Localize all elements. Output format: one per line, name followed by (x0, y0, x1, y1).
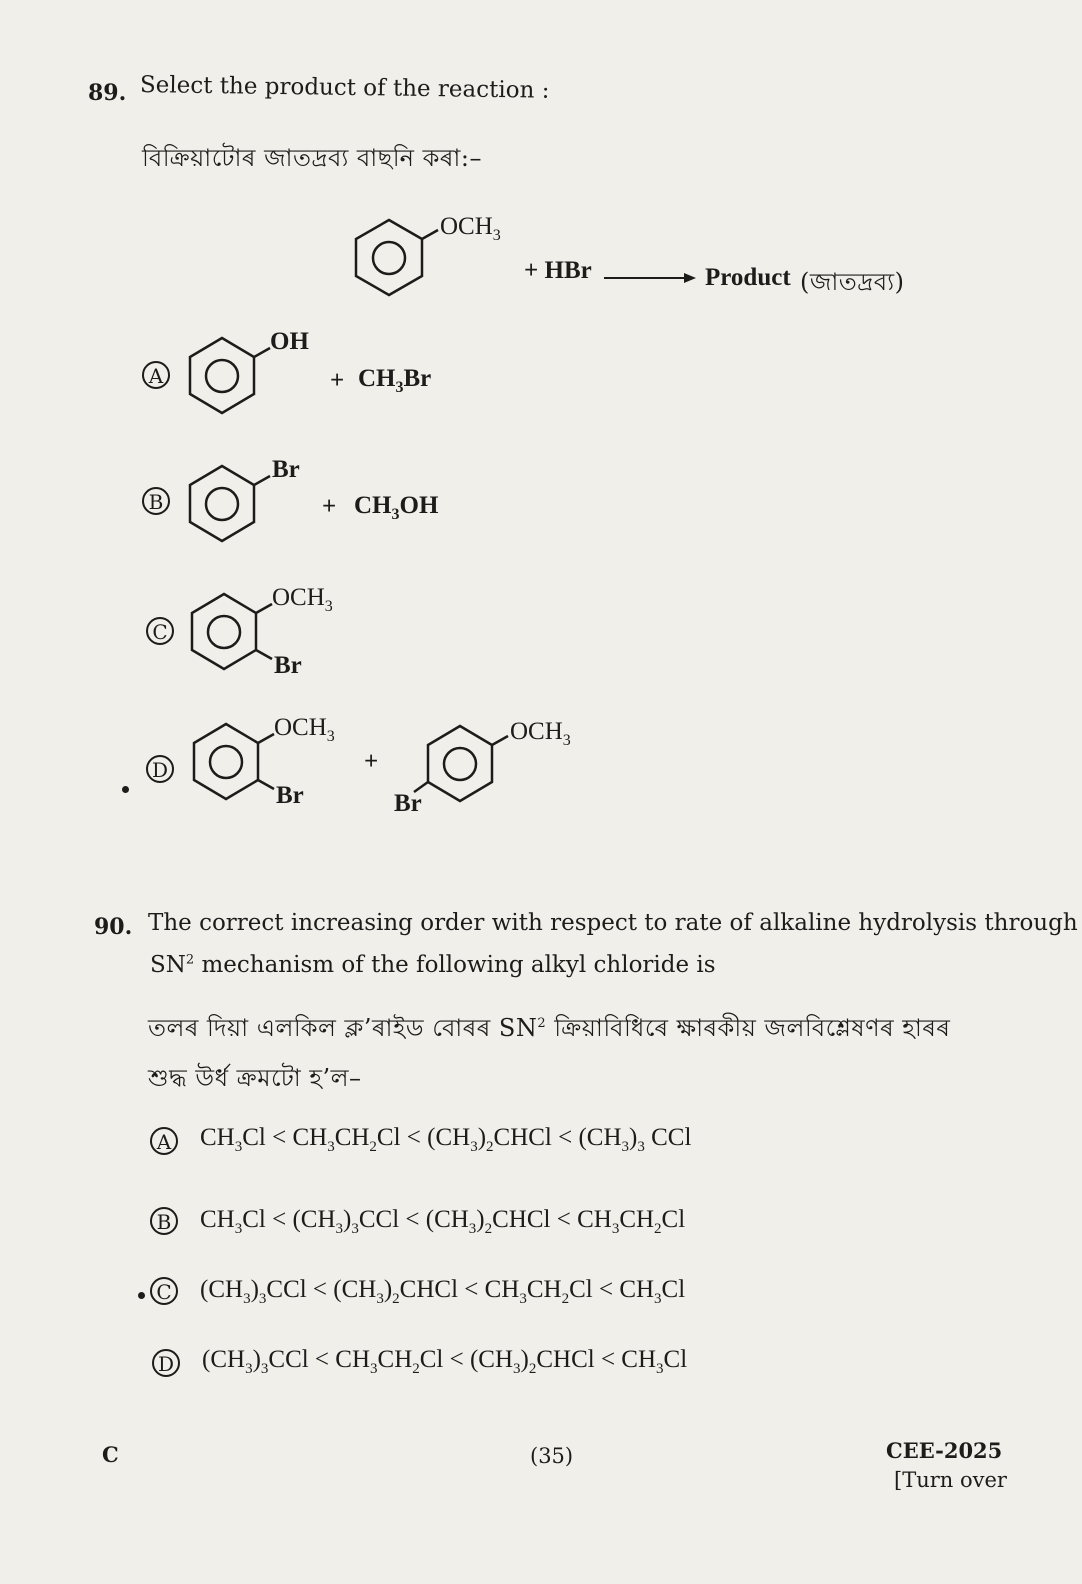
option-c-substituent-bottom: Br (274, 652, 302, 679)
footer-version: C (102, 1442, 119, 1467)
product-label: Product (705, 264, 791, 291)
anisole-ring-icon (352, 218, 432, 298)
question-90-text-en-line1: The correct increasing order with respect to rate of alkaline hydrolysis through (148, 910, 1078, 936)
option-c-substituent-top: $OCH_3$ (272, 584, 333, 615)
option-d-ring2-substituent-bottom: Br (394, 790, 422, 817)
q89-option-c-marker[interactable]: C (146, 616, 174, 646)
q90-option-c-text: $(CH_3)_3CCl$ < $(CH_3)_2CHCl < CH_3CH_2Cl < CH_3Cl$ (200, 1276, 686, 1307)
q90-option-b-text: $CH_3Cl < (CH_3)_3CCl$ < $(CH_3)_2CHCl < CH_3CH_2Cl$ (200, 1206, 686, 1237)
q90-option-d-text: $(CH_3)_3CCl < CH_3CH_2Cl$ < $(CH_3)_2CHCl < CH_3Cl$ (202, 1346, 688, 1377)
option-a-plus: + (330, 367, 345, 394)
q90-option-a-text: $CH_3Cl < CH_3CH_2Cl$ < $(CH_3)_2CHCl < (CH_3)_3$ CCl (200, 1124, 692, 1155)
mark-dot (138, 1292, 145, 1299)
bromobenzene-ring-icon (186, 464, 266, 544)
option-b-other: $CH_3OH$ (354, 492, 439, 523)
option-d-ring2-substituent-top: $OCH_3$ (510, 718, 571, 749)
option-a-substituent: OH (270, 328, 309, 355)
phenol-ring-icon (186, 336, 266, 416)
q90-option-b-marker[interactable]: B (150, 1206, 178, 1236)
ortho-bromoanisole-ring-icon (190, 722, 270, 802)
footer-turn-over: [Turn over (894, 1468, 1007, 1492)
question-89-text-as: বিক্রিয়াটোৰ জাতদ্ৰব্য বাছনি কৰা:– (142, 144, 482, 172)
mark-dot (122, 786, 129, 793)
reagent-text: + HBr (524, 257, 592, 284)
option-d-plus: + (364, 748, 379, 775)
option-a-other: $CH_3Br$ (358, 365, 432, 396)
option-b-substituent: Br (272, 456, 300, 483)
q89-option-d-marker[interactable]: D (146, 754, 174, 784)
question-90-text-en-line2: $SN^2$ mechanism of the following alkyl chloride is (150, 952, 716, 978)
option-b-plus: + (322, 493, 337, 520)
question-90-text-as-line1: তলৰ দিয়া এলকিল ক্ল’ৰাইড বোৰৰ $SN^2$ ক্রিয়াবিধিৰে ক্ষাৰকীয় জলবিশ্লেষণৰ হাৰৰ (148, 1014, 951, 1042)
footer-page-number: (35) (530, 1444, 574, 1468)
option-d-substituent-top: $OCH_3$ (274, 714, 335, 745)
q90-option-c-marker[interactable]: C (150, 1276, 178, 1306)
question-90-number: 90. (94, 914, 133, 940)
product-label-as: (জাতদ্ৰব্য) (800, 268, 905, 296)
q89-option-a-marker[interactable]: A (142, 360, 170, 390)
footer-exam-code: CEE-2025 (886, 1438, 1003, 1463)
question-89-number: 89. (88, 80, 127, 106)
reaction-arrow-icon (604, 270, 696, 286)
q90-option-d-marker[interactable]: D (152, 1348, 180, 1378)
option-d-substituent-bottom: Br (276, 782, 304, 809)
q90-option-a-marker[interactable]: A (150, 1126, 178, 1156)
q89-option-b-marker[interactable]: B (142, 486, 170, 516)
question-89-text-en: Select the product of the reaction : (139, 72, 550, 104)
para-bromoanisole-ring-icon (422, 724, 502, 804)
reactant-substituent: $OCH_3$ (440, 213, 501, 244)
ortho-bromoanisole-ring-icon (188, 592, 268, 672)
question-90-text-as-line2: শুদ্ধ উৰ্ধ ক্রমটো হ’ল– (148, 1064, 362, 1092)
